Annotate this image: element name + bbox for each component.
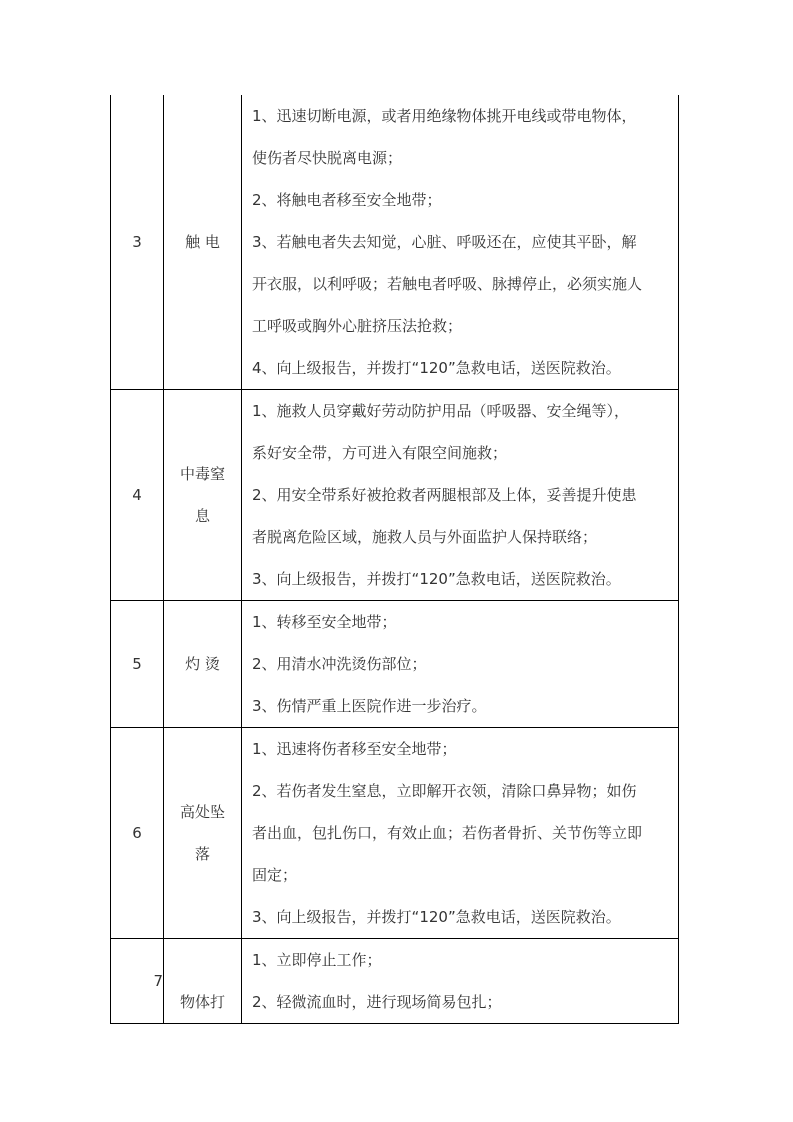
row-number-text: 4 [132,486,142,504]
accident-type-text: 触 电 [185,233,220,251]
measure-line: 2、用安全带系好被抢救者两腿根部及上体，妥善提升使患 [252,486,637,504]
accident-type-text: 中毒窒 [179,465,225,483]
row-number [111,95,164,389]
measure-line: 者脱离危险区域，施救人员与外面监护人保持联络； [252,528,598,546]
accident-type-text: 息 [194,507,210,525]
measures-cell [242,95,678,389]
row-number [111,728,164,938]
emergency-measures-table [110,95,679,1024]
accident-type [164,728,242,938]
measures-cell [242,390,678,600]
table-row [111,390,678,601]
measure-line: 2、若伤者发生窒息，立即解开衣领，清除口鼻异物；如伤 [252,782,637,800]
accident-type [164,95,242,389]
row-number-text: 7 [153,972,163,990]
row-number [111,939,164,1023]
row-number [111,390,164,600]
row-number-text: 3 [132,233,142,251]
measure-line: 者出血，包扎伤口，有效止血；若伤者骨折、关节伤等立即 [252,824,643,842]
table-row [111,939,678,1024]
accident-type [164,939,242,1023]
row-number-text: 5 [132,655,142,673]
measure-line: 1、迅速切断电源，或者用绝缘物体挑开电线或带电物体， [252,107,637,125]
row-number-text: 6 [132,824,142,842]
row-number [111,601,164,727]
accident-type [164,390,242,600]
accident-type-text: 落 [194,845,210,863]
measure-line: 1、施救人员穿戴好劳动防护用品（呼吸器、安全绳等）， [252,402,630,420]
measure-line: 2、用清水冲洗烫伤部位； [252,655,427,673]
measure-line: 使伤者尽快脱离电源； [252,149,403,167]
measure-line: 3、伤情严重上医院作进一步治疗。 [252,697,487,715]
measure-line: 3、若触电者失去知觉，心脏、呼吸还在，应使其平卧，解 [252,233,637,251]
measure-line: 3、向上级报告，并拨打“120”急救电话，送医院救治。 [252,570,621,588]
accident-type-text: 灼 烫 [185,655,220,673]
measure-line: 4、向上级报告，并拨打“120”急救电话，送医院救治。 [252,359,621,377]
measure-line: 2、将触电者移至安全地带； [252,191,442,209]
measures-cell [242,939,678,1023]
table-row [111,728,678,939]
measure-line: 3、向上级报告，并拨打“120”急救电话，送医院救治。 [252,908,621,926]
measures-cell [242,601,678,727]
measure-line: 开衣服，以利呼吸；若触电者呼吸、脉搏停止，必须实施人 [252,275,643,293]
table-row [111,601,678,728]
measure-line: 固定； [252,866,298,884]
accident-type-text: 物体打 [179,993,225,1011]
measure-line: 2、轻微流血时，进行现场简易包扎； [252,993,502,1011]
measure-line: 1、转移至安全地带； [252,613,397,631]
table-row [111,95,678,390]
measure-line: 系好安全带，方可进入有限空间施救； [252,444,508,462]
measure-line: 1、立即停止工作； [252,951,382,969]
measures-cell [242,728,678,938]
accident-type [164,601,242,727]
accident-type-text: 高处坠 [179,803,225,821]
measure-line: 工呼吸或胸外心脏挤压法抢救； [252,317,463,335]
measure-line: 1、迅速将伤者移至安全地带； [252,740,457,758]
